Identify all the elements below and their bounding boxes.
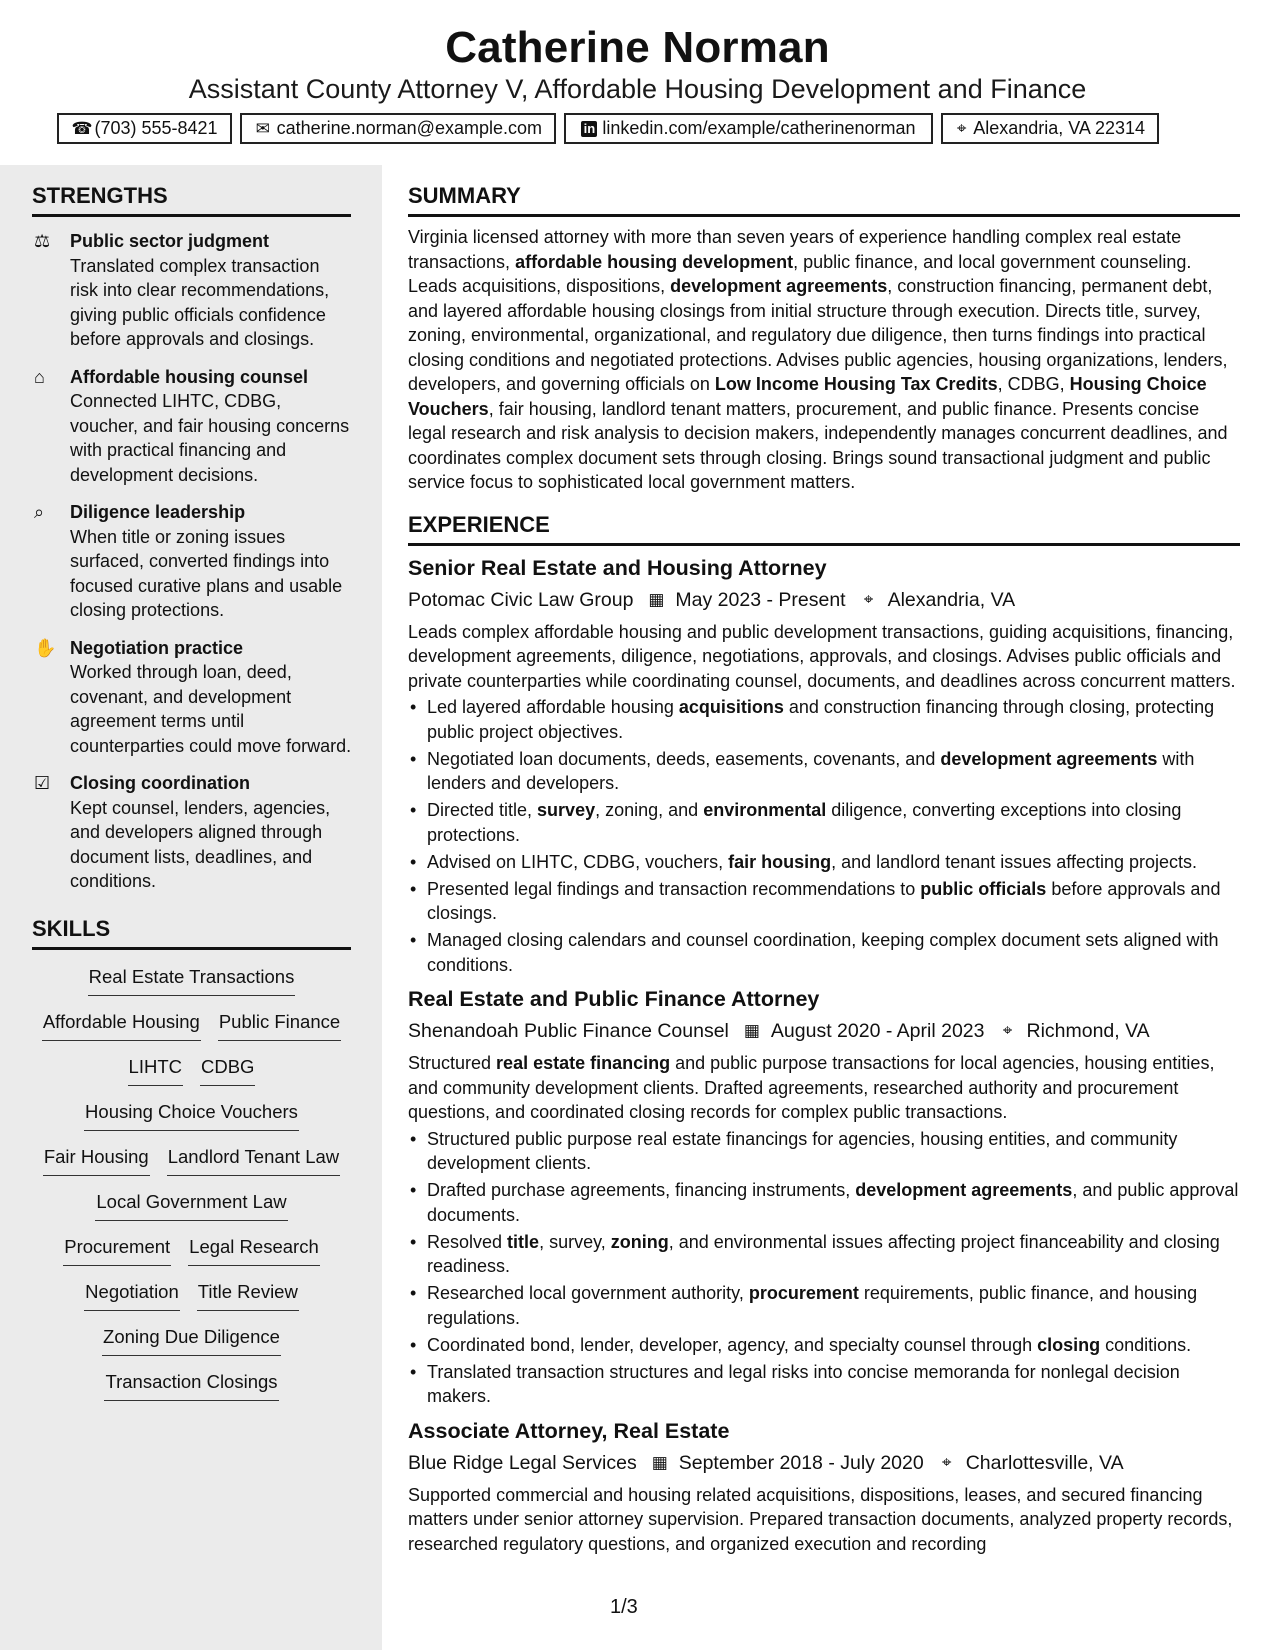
contact-item[interactable]	[240, 113, 556, 144]
strength-body	[70, 771, 352, 894]
strength-item	[32, 229, 352, 352]
handshake-icon: ✋	[34, 637, 57, 658]
strength-description: Worked through loan, deed, covenant, and development agreement terms until counterparties could move forward.	[70, 662, 352, 756]
resume-header	[0, 0, 1275, 165]
phone-icon: ☎	[71, 118, 93, 138]
skills-row	[32, 1279, 351, 1324]
page-number: 1/3	[610, 1596, 638, 1618]
map-pin-icon: ⌖	[863, 589, 874, 609]
strength-body	[70, 229, 352, 352]
strength-title: Public sector judgment	[70, 231, 270, 251]
summary-text: Virginia licensed attorney with more than seven years of experience handling complex real estate transactions, affordable housing development, public finance, and local government counseling. Leads acquisitions, dispositions, development agreements, construction financing, permanent debt, and layered affordable housing closings from initial structure through execution. Directs title, survey, zoning, environmental, organizational, and regulatory due diligence, then turns findings into practical closing conditions and negotiated protections. Advises public agencies, housing organizations, lenders, developers, and governing officials on Low Income Housing Tax Credits, CDBG, Housing Choice Vouchers, fair housing, landlord tenant matters, procurement, and public finance. Presents concise legal research and risk analysis to decision makers, independently manages concurrent deadlines, and coordinates complex document sets through closing. Brings sound transactional judgment and public service focus to sophisticated local government matters.	[408, 227, 1228, 492]
job-entry	[408, 985, 1240, 1409]
strength-body	[70, 500, 352, 623]
company-name: Shenandoah Public Finance Counsel	[408, 1020, 729, 1042]
skills-list	[32, 950, 351, 1414]
skills-row	[32, 1099, 351, 1144]
search-icon: ⌕	[34, 502, 45, 522]
skills-row	[32, 964, 351, 1009]
map-pin-icon: ⌖	[956, 118, 967, 138]
job-description: Structured real estate financing and public purpose transactions for local agencies, housing entities, and community development clients. Drafted agreements, researched authority and procurement questions, and coordinated closing records for complex public transactions.	[408, 1053, 1215, 1122]
scale-icon: ⚖	[34, 231, 51, 251]
bullet-item: • Directed title, survey, zoning, and environmental diligence, converting exceptions into closing protections.	[408, 798, 1240, 847]
contact-item[interactable]	[57, 113, 232, 144]
job-dates: August 2020 - April 2023	[770, 1020, 985, 1042]
job-description: Supported commercial and housing related acquisitions, dispositions, leases, and secured financing matters under senior attorney supervision. Prepared transaction documents, analyzed property records, researched regulatory questions, and organized execution and recording	[408, 1484, 1233, 1554]
strength-title: Negotiation practice	[70, 637, 244, 658]
skill-tag: CDBG	[200, 1054, 255, 1086]
bullet-item: • Researched local government authority, procurement requirements, public finance, and housing regulations.	[408, 1281, 1240, 1330]
experience-heading: EXPERIENCE	[408, 495, 1240, 546]
map-pin-icon: ⌖	[1002, 1021, 1013, 1040]
experience-list	[408, 554, 1240, 1557]
main-column	[408, 165, 1240, 1556]
contact-bar	[57, 113, 1159, 144]
contact-text: catherine.norman@example.com	[276, 118, 542, 138]
contact-text: linkedin.com/example/catherinenorman	[602, 118, 916, 138]
skills-row	[32, 1369, 351, 1414]
strength-body	[70, 365, 352, 488]
contact-text: Alexandria, VA 22314	[973, 118, 1145, 138]
strength-item	[32, 500, 352, 623]
skills-row	[32, 1054, 351, 1099]
linkedin-icon: in	[581, 121, 597, 137]
summary-heading: SUMMARY	[408, 165, 1240, 217]
calendar-icon: ▦	[648, 589, 665, 609]
skill-tag: Affordable Housing	[42, 1009, 201, 1041]
job-bullets	[408, 695, 1240, 977]
company-name: Potomac Civic Law Group	[408, 588, 634, 611]
skill-tag: Real Estate Transactions	[88, 964, 296, 996]
skills-row	[32, 1324, 351, 1369]
job-title: Senior Real Estate and Housing Attorney	[408, 555, 827, 580]
skill-tag: Housing Choice Vouchers	[84, 1099, 299, 1131]
strength-title: Diligence leadership	[70, 502, 246, 522]
bullet-item: • Drafted purchase agreements, financing instruments, development agreements, and public approval documents.	[408, 1178, 1240, 1227]
skill-tag: Local Government Law	[95, 1189, 287, 1221]
job-entry	[408, 1417, 1240, 1557]
job-location: Charlottesville, VA	[965, 1451, 1124, 1474]
strength-item	[32, 771, 352, 894]
skills-row	[32, 1189, 351, 1234]
job-entry	[408, 554, 1240, 978]
skill-tag: Landlord Tenant Law	[167, 1144, 340, 1176]
strength-body	[70, 636, 352, 759]
strength-item	[32, 636, 352, 759]
skill-tag: Zoning Due Diligence	[102, 1324, 281, 1356]
strength-item	[32, 365, 352, 488]
skill-tag: Fair Housing	[43, 1144, 150, 1176]
strength-title: Closing coordination	[70, 773, 250, 793]
job-meta	[408, 1017, 1240, 1045]
skills-row	[32, 1234, 351, 1279]
job-meta	[408, 1449, 1240, 1477]
company-name: Blue Ridge Legal Services	[408, 1451, 637, 1474]
job-meta	[408, 586, 1240, 614]
bullet-item: • Structured public purpose real estate financings for agencies, housing entities, and community development clients.	[408, 1127, 1240, 1176]
strength-description: When title or zoning issues surfaced, converted findings into focused curative plans and usable closing protections.	[70, 526, 343, 620]
contact-item[interactable]	[564, 113, 933, 144]
house-icon: ⌂	[34, 366, 45, 387]
bullet-item: • Advised on LIHTC, CDBG, vouchers, fair housing, and landlord tenant issues affecting projects.	[408, 850, 1240, 875]
job-dates: May 2023 - Present	[675, 588, 846, 611]
bullet-item: • Resolved title, survey, zoning, and environmental issues affecting project financeability and closing readiness.	[408, 1230, 1240, 1279]
bullet-item: • Translated transaction structures and legal risks into concise memoranda for nonlegal decision makers.	[408, 1360, 1240, 1409]
skill-tag: Procurement	[63, 1234, 171, 1266]
skill-tag: Negotiation	[84, 1279, 180, 1311]
strengths-list	[32, 217, 352, 894]
job-dates: September 2018 - July 2020	[678, 1451, 924, 1474]
skill-tag: Legal Research	[188, 1234, 320, 1266]
strength-description: Kept counsel, lenders, agencies, and developers aligned through document lists, deadlines, and conditions.	[70, 797, 331, 891]
calendar-check-icon: ☑	[34, 773, 51, 793]
job-location: Alexandria, VA	[887, 588, 1016, 611]
skill-tag: Transaction Closings	[104, 1369, 278, 1401]
job-description: Leads complex affordable housing and public development transactions, guiding acquisitions, financing, development agreements, diligence, negotiations, approvals, and closings. Advises public officials and private counterparties while coordinating counsel, documents, and deadlines across concurrent matters.	[408, 621, 1236, 691]
bullet-item: • Coordinated bond, lender, developer, agency, and specialty counsel through closing conditions.	[408, 1333, 1240, 1358]
strength-title: Affordable housing counsel	[70, 366, 309, 387]
candidate-name: Catherine Norman	[445, 23, 830, 72]
job-location: Richmond, VA	[1026, 1020, 1150, 1042]
skill-tag: LIHTC	[128, 1054, 183, 1086]
map-pin-icon: ⌖	[941, 1452, 952, 1472]
skills-row	[32, 1009, 351, 1054]
sidebar	[0, 165, 382, 1650]
skills-heading: SKILLS	[32, 907, 351, 950]
contact-text: (703) 555-8421	[94, 118, 218, 138]
calendar-icon: ▦	[743, 1021, 760, 1040]
strength-description: Translated complex transaction risk into clear recommendations, giving public officials confidence before approvals and closings.	[70, 255, 330, 349]
skill-tag: Public Finance	[218, 1009, 341, 1041]
job-bullets	[408, 1127, 1240, 1409]
job-title: Real Estate and Public Finance Attorney	[408, 987, 820, 1011]
job-title: Associate Attorney, Real Estate	[408, 1418, 730, 1443]
bullet-item: • Negotiated loan documents, deeds, easements, covenants, and development agreements with lenders and developers.	[408, 747, 1240, 796]
target-job-title: Assistant County Attorney V, Affordable Housing Development and Finance	[188, 74, 1087, 104]
skill-tag: Title Review	[197, 1279, 299, 1311]
strengths-heading: STRENGTHS	[32, 165, 351, 217]
skills-row	[32, 1144, 351, 1189]
bullet-item: • Presented legal findings and transaction recommendations to public officials before approvals and closings.	[408, 877, 1240, 926]
calendar-icon: ▦	[651, 1452, 668, 1472]
bullet-item: • Managed closing calendars and counsel coordination, keeping complex document sets aligned with conditions.	[408, 928, 1240, 977]
bullet-item: • Led layered affordable housing acquisitions and construction financing through closing, protecting public project objectives.	[408, 695, 1240, 744]
contact-item[interactable]	[941, 113, 1159, 144]
strength-description: Connected LIHTC, CDBG, voucher, and fair housing concerns with practical financing and development decisions.	[70, 391, 350, 485]
envelope-icon: ✉	[255, 118, 270, 138]
